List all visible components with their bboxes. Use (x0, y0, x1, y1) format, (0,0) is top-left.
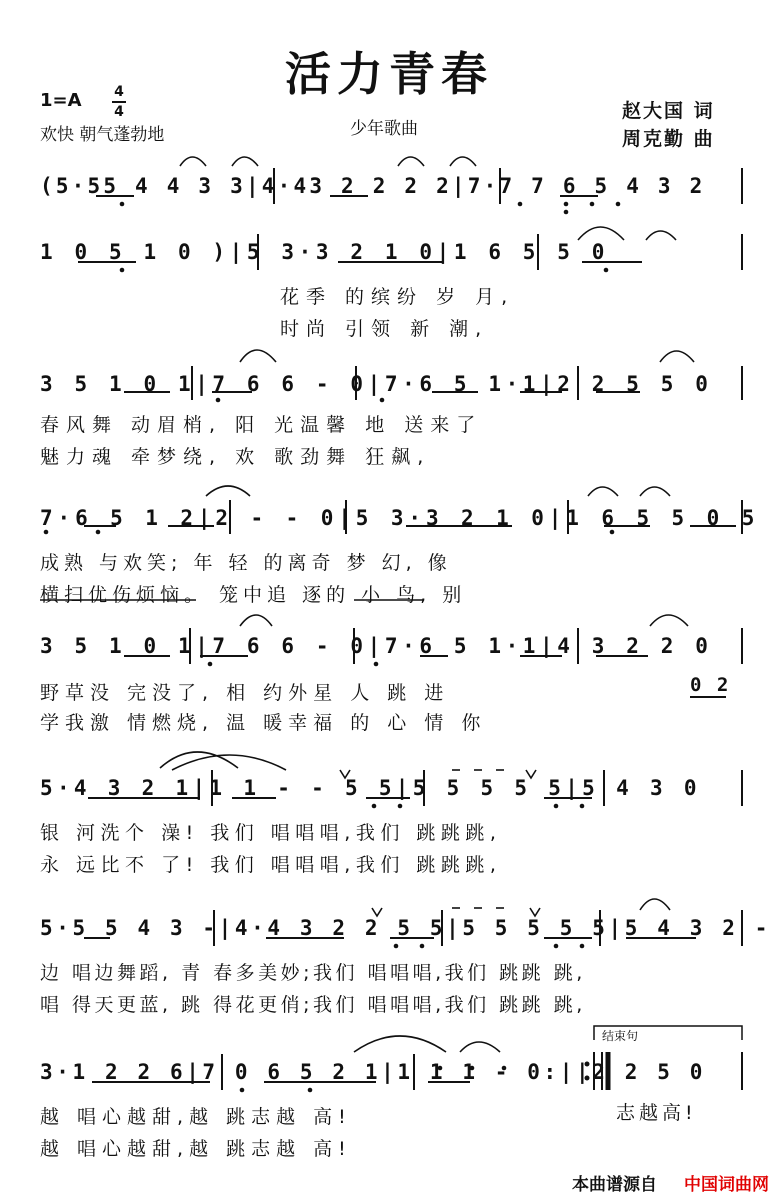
lyric-line-6-verse-2: 永 远比不 了! 我们 唱唱唱,我们 跳跳跳, (40, 854, 502, 876)
lyric-line-3-verse-1: 春风舞 动眉梢, 阳 光温馨 地 送来了 (40, 414, 483, 436)
notation-line-6: 5·4 3 2 1|1 1 - - 5 5|5 5 5 5 5|5 4 3 0 (40, 776, 701, 800)
meter-bottom: 4 (114, 104, 124, 120)
notation-line-4: 7·6 5 1 2|2 - - 0|5 3·3 2 1 0|1 6 5 5 0 5 (40, 506, 760, 530)
lyric-line-2-verse-2: 时尚 引领 新 潮, (280, 318, 489, 340)
notation-line-5: 3 5 1 0 1|7 6 6 - 0|7·6 5 1·1|4 3 2 2 0 (40, 634, 713, 658)
lyric-line-5-verse-2: 学我激 情燃烧, 温 暖幸福 的 心 情 你 (40, 712, 487, 734)
lyric-line-8-verse-2: 越 唱心越甜,越 跳志越 高! (40, 1138, 352, 1160)
lyric-line-4-verse-2: 横扫优伤烦恼。 笼中追 逐的 小 鸟, 别 (40, 584, 467, 606)
notation-line-8: 3·1 2 2 6|7 0 6 5 2 1|1 1 1 - 0:||2 2 5 0 (40, 1060, 706, 1084)
subtitle: 少年歌曲 (350, 119, 418, 139)
meter-top: 4 (114, 84, 124, 100)
lyric-line-8-verse-1: 越 唱心越甜,越 跳志越 高! (40, 1106, 352, 1128)
lyric-line-5-verse-1: 野草没 完没了, 相 约外星 人 跳 进 (40, 682, 450, 704)
lyric-line-7-verse-2: 唱 得天更蓝, 跳 得花更俏;我们 唱唱唱,我们 跳跳 跳, (40, 994, 586, 1016)
pickup-notes: 0 2 (690, 674, 731, 696)
notation-line-2: 1 0 5 1 0 )|5 3·3 2 1 0|1 6 5 5 0 (40, 240, 610, 264)
ending-label: 结束句 (602, 1029, 639, 1043)
time-signature (112, 84, 126, 120)
lyric-line-4-verse-1: 成熟 与欢笑; 年 轻 的离奇 梦 幻, 像 (40, 552, 452, 574)
lyric-line-2-verse-1: 花季 的缤纷 岁 月, (280, 286, 515, 308)
ending-lyric: 志越高! (616, 1102, 697, 1124)
tempo-marking: 欢快 朝气蓬勃地 (40, 125, 165, 145)
lyricist-credit: 赵大国 词 (622, 100, 715, 122)
composer-credit: 周克勤 曲 (622, 128, 715, 150)
notation-line-1: (5·55 4 4 3 3|4·43 2 2 2 2|7·7 7 6 5 4 3 2 (40, 174, 706, 198)
footer-source-label: 本曲谱源自 (572, 1175, 657, 1195)
song-title: 活力青春 (285, 47, 493, 101)
notation-line-7: 5·5 5 4 3 -|4·4 3 2 2 5 5|5 5 5 5 5|5 4 3 2 - (40, 916, 771, 940)
footer-site-link[interactable]: 中国词曲网 (684, 1175, 769, 1195)
lyric-line-6-verse-1: 银 河洗个 澡! 我们 唱唱唱,我们 跳跳跳, (40, 822, 502, 844)
notation-line-3: 3 5 1 0 1|7 6 6 - 0|7·6 5 1·1|2 2 5 5 0 (40, 372, 713, 396)
lyric-line-3-verse-2: 魅力魂 牵梦绕, 欢 歌劲舞 狂飙, (40, 446, 431, 468)
meter-bar (112, 101, 126, 103)
lyric-line-7-verse-1: 边 唱边舞蹈, 青 春多美妙;我们 唱唱唱,我们 跳跳 跳, (40, 962, 586, 984)
key-signature: 1=A (40, 90, 82, 111)
